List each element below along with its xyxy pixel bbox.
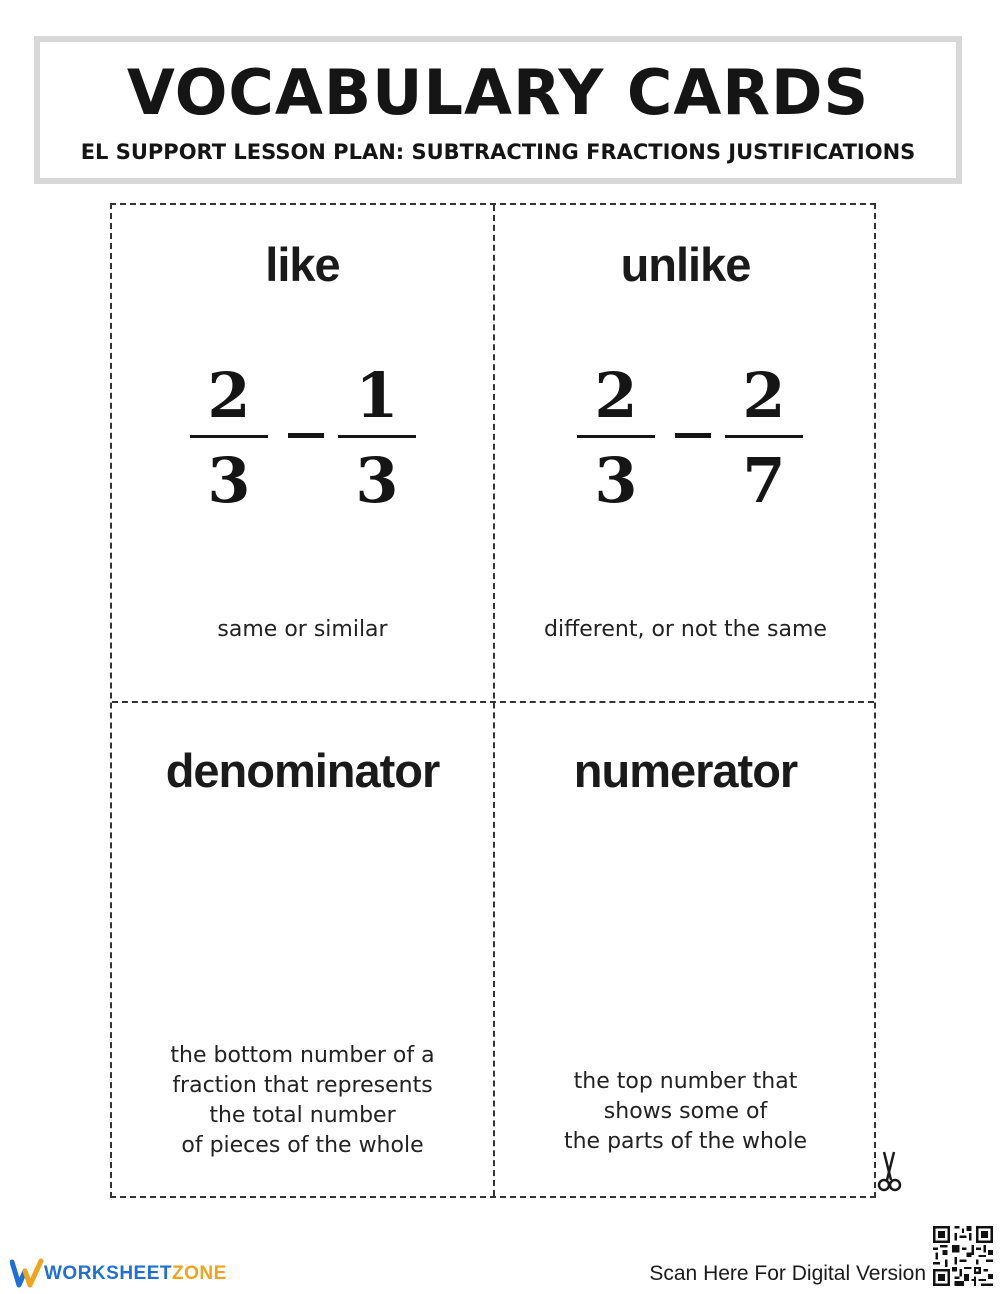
vocab-card-numerator xyxy=(495,703,876,1198)
fraction-right xyxy=(725,359,803,517)
definition-line: shows some of xyxy=(603,1099,768,1124)
definition-line: different, or not the same xyxy=(544,617,827,642)
minus-sign xyxy=(675,433,711,438)
fraction-bar xyxy=(190,435,268,438)
definition-line: same or similar xyxy=(217,617,388,642)
definition-line: the bottom number of a xyxy=(170,1043,435,1068)
numerator-value: 2 xyxy=(742,359,786,432)
card-term: like xyxy=(265,238,340,291)
fraction-bar xyxy=(577,435,655,438)
numerator-value: 1 xyxy=(355,359,399,432)
definition-line: of pieces of the whole xyxy=(181,1133,424,1158)
fraction-bar xyxy=(338,435,416,438)
card-definition xyxy=(112,615,493,645)
page-title: VOCABULARY CARDS xyxy=(126,56,870,129)
page-subtitle: EL SUPPORT LESSON PLAN: SUBTRACTING FRACTIONS JUSTIFICATIONS xyxy=(80,140,916,164)
card-definition xyxy=(495,1067,876,1157)
card-term: denominator xyxy=(165,744,440,797)
definition-line: the parts of the whole xyxy=(563,1129,807,1154)
qr-code-icon[interactable] xyxy=(933,1226,993,1286)
fraction-left xyxy=(190,359,268,517)
fraction-left xyxy=(577,359,655,517)
card-definition xyxy=(112,1041,493,1161)
fraction-bar xyxy=(725,435,803,438)
scan-label: Scan Here For Digital Version xyxy=(649,1262,926,1285)
card-definition xyxy=(495,615,876,645)
vocab-card-like xyxy=(112,205,493,701)
card-term: numerator xyxy=(573,744,798,797)
scissors-icon xyxy=(874,1150,904,1194)
header-box xyxy=(34,36,962,184)
numerator-value: 2 xyxy=(594,359,638,432)
definition-line: the top number that xyxy=(573,1069,798,1094)
minus-sign xyxy=(288,433,324,438)
denominator-value: 3 xyxy=(594,444,638,517)
brand-logo-text[interactable] xyxy=(44,1263,227,1285)
fraction-expression xyxy=(495,359,876,517)
card-term: unlike xyxy=(620,238,751,291)
vocab-card-denominator xyxy=(112,703,493,1198)
denominator-value: 7 xyxy=(742,444,786,517)
brand-name-part1: WORKSHEET xyxy=(44,1263,172,1284)
worksheetzone-logo-icon[interactable] xyxy=(10,1258,44,1290)
numerator-value: 2 xyxy=(207,359,251,432)
fraction-right xyxy=(338,359,416,517)
definition-line: the total number xyxy=(209,1103,396,1128)
card-sheet xyxy=(110,203,876,1198)
fraction-expression xyxy=(112,359,493,517)
vocab-card-unlike xyxy=(495,205,876,701)
denominator-value: 3 xyxy=(355,444,399,517)
definition-line: fraction that represents xyxy=(172,1073,433,1098)
denominator-value: 3 xyxy=(207,444,251,517)
brand-name-part2: ZONE xyxy=(172,1263,227,1284)
